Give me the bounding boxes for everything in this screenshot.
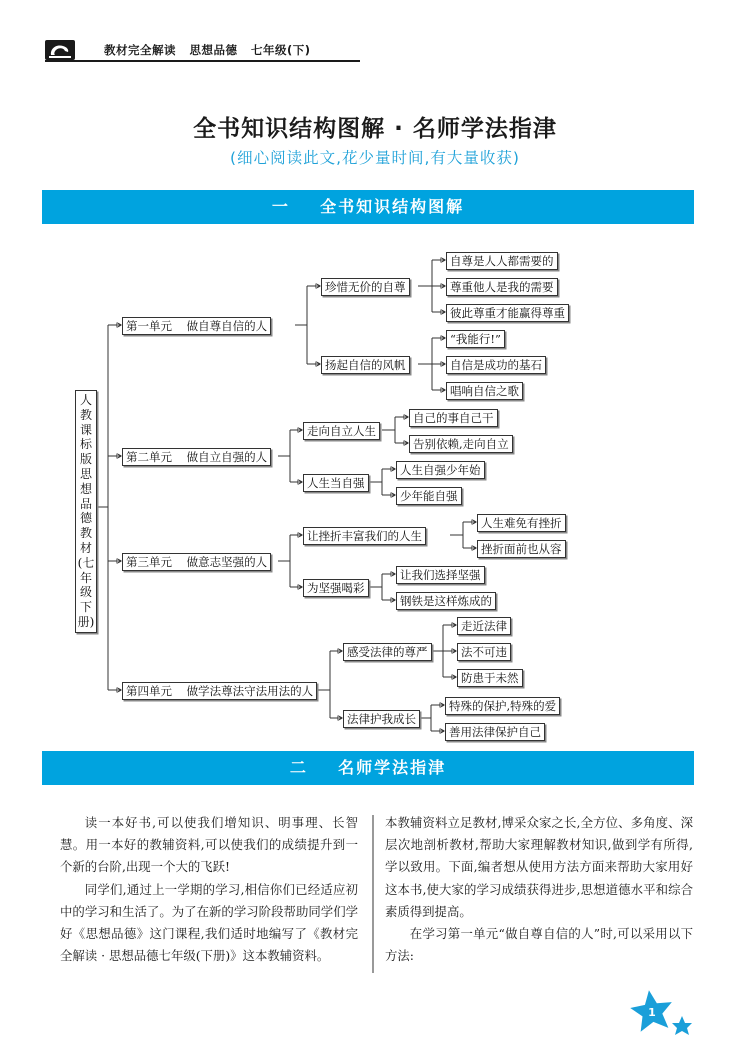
topic-box: 为坚强喝彩	[303, 579, 369, 597]
column-divider	[372, 815, 374, 973]
page-title: 全书知识结构图解 · 名师学法指津	[193, 116, 557, 142]
topic-box: 走向自立人生	[303, 422, 380, 440]
unit-2-box: 第二单元 做自立自强的人	[122, 448, 271, 466]
running-header-title: 教材完全解读 思想品德 七年级(下)	[104, 43, 311, 57]
unit-3-box: 第三单元 做意志坚强的人	[122, 553, 271, 571]
page-number: 1	[648, 1006, 656, 1019]
star-icon	[628, 990, 698, 1040]
item-box: 自己的事自己干	[409, 409, 498, 427]
item-box: 自信是成功的基石	[446, 356, 546, 374]
item-box: 少年能自强	[396, 487, 462, 505]
item-box: 走近法律	[457, 617, 511, 635]
item-box: 法不可违	[457, 643, 511, 661]
paragraph: 读一本好书,可以使我们增知识、明事理、长智慧。用一本好的教辅资料,可以使我们的成绩提升到一个新的台阶,出现一个大的飞跃!	[60, 815, 358, 875]
item-box: 让我们选择坚强	[396, 566, 485, 584]
paragraph-continuation: 本教辅资料立足教材,博采众家之长,全方位、多角度、深层次地剖析教材,帮助大家理解教材知识,做到学有所得,学以致用。下面,编者想从使用方法方面来帮助大家用好这本书,使大家的学习成绩获得进步,思想道德水平和综合素质得到提高。	[385, 815, 693, 919]
item-box: 告别依赖,走向自立	[409, 435, 513, 453]
paragraph: 在学习第一单元“做自尊自信的人”时,可以采用以下方法:	[385, 926, 693, 964]
item-box: 特殊的保护,特殊的爱	[445, 697, 560, 715]
unit-1-box: 第一单元 做自尊自信的人	[122, 317, 271, 335]
item-box: 唱响自信之歌	[446, 382, 523, 400]
topic-box: 感受法律的尊严	[343, 643, 432, 661]
unit-4-box: 第四单元 做学法尊法守法用法的人	[122, 682, 317, 700]
topic-box: 珍惜无价的自尊	[321, 278, 410, 296]
section-heading-study-guide: 二 名师学法指津	[42, 751, 694, 785]
topic-box: 法律护我成长	[343, 710, 420, 728]
page-subtitle: (细心阅读此文,花少量时间,有大量收获)	[230, 149, 520, 167]
paragraph: 同学们,通过上一学期的学习,相信你们已经适应初中的学习和生活了。为了在新的学习阶段帮助同学们学好《思想品德》这门课程,我们适时地编写了《教材完全解读 · 思想品德七年级(下册)》这本教辅资料。	[60, 881, 358, 964]
item-box: 挫折面前也从容	[477, 540, 566, 558]
item-box: 自尊是人人都需要的	[446, 252, 558, 270]
item-box: 人生难免有挫折	[477, 514, 566, 532]
diagram-root: 人教课标版思想品德教材(七年级下册)	[75, 390, 97, 633]
topic-box: 扬起自信的风帆	[321, 356, 410, 374]
item-box: 钢铁是这样炼成的	[396, 592, 496, 610]
item-box: 尊重他人是我的需要	[446, 278, 558, 296]
item-box: 防患于未然	[457, 669, 523, 687]
item-box: 人生自强少年始	[396, 461, 485, 479]
item-box: 彼此尊重才能赢得尊重	[446, 304, 569, 322]
text-column-left	[60, 812, 358, 967]
topic-box: 人生当自强	[303, 474, 369, 492]
section-heading-structure: 一 全书知识结构图解	[42, 190, 694, 224]
item-box: “我能行!”	[446, 330, 505, 348]
text-column-right	[385, 812, 693, 967]
item-box: 善用法律保护自己	[445, 723, 545, 741]
topic-box: 让挫折丰富我们的人生	[303, 527, 426, 545]
